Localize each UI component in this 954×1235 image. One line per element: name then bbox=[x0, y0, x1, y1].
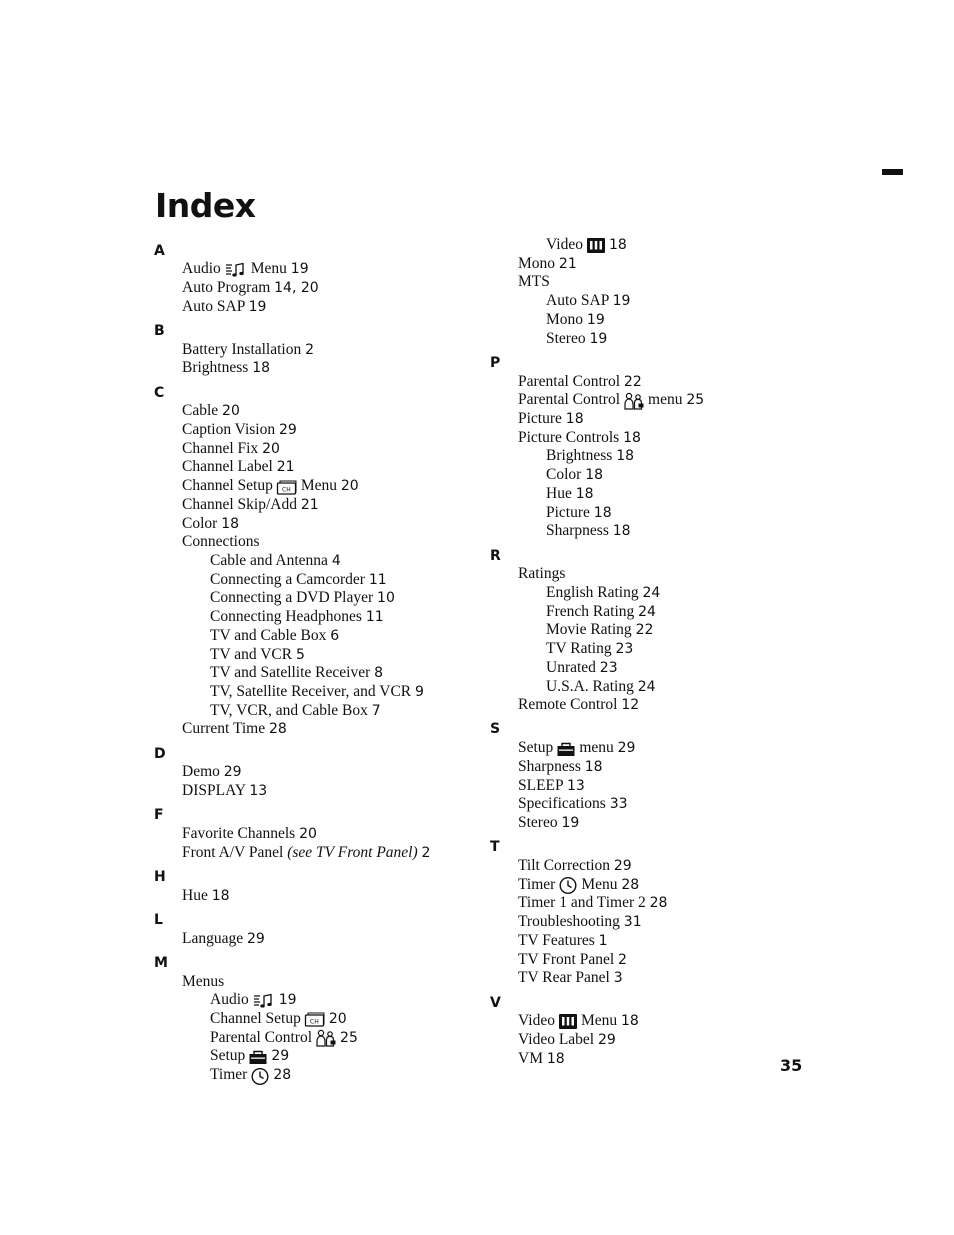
index-subentry: TV and Cable Box 6 bbox=[210, 626, 340, 644]
index-entry: Caption Vision 29 bbox=[182, 420, 297, 438]
timer-clock-icon bbox=[558, 876, 578, 894]
index-subentry: Connecting Headphones 11 bbox=[210, 608, 384, 626]
index-entry-channel-skip: Channel Skip/Add 21 bbox=[182, 495, 319, 513]
index-subentry: Connecting a Camcorder 11 bbox=[210, 570, 387, 588]
index-subentry: Picture 18 bbox=[546, 503, 612, 521]
index-subentry: Movie Rating 22 bbox=[546, 621, 654, 639]
channel-setup-icon bbox=[304, 1011, 326, 1027]
index-subentry: Mono 19 bbox=[546, 310, 605, 328]
index-entry-language: Language 29 bbox=[182, 929, 265, 947]
index-subentry: Unrated 23 bbox=[546, 658, 618, 676]
index-entry-brightness: Brightness 18 bbox=[182, 359, 271, 377]
index-entry-auto-program: Auto Program 14, 20 bbox=[182, 278, 319, 296]
index-subentry: Cable and Antenna 4 bbox=[210, 552, 341, 569]
index-entry-video-label: Video Label 29 bbox=[518, 1030, 616, 1048]
index-subentry-setup: Setup 29 bbox=[210, 1047, 290, 1065]
index-subentry-video: Video 18 bbox=[546, 236, 627, 253]
index-subentry: TV, VCR, and Cable Box 7 bbox=[210, 701, 381, 719]
index-entry-demo: Demo 29 bbox=[182, 763, 242, 781]
letter-heading-l: L bbox=[154, 911, 163, 928]
index-column-right bbox=[490, 236, 820, 1068]
letter-heading-v: V bbox=[490, 994, 501, 1011]
index-entry: TV Rear Panel 3 bbox=[518, 969, 623, 987]
index-entry-mts: MTS bbox=[518, 273, 550, 291]
index-entry-timer-menu: Timer Menu 28 bbox=[518, 875, 640, 893]
letter-heading-m: M bbox=[154, 954, 168, 971]
index-subentry: TV, Satellite Receiver, and VCR 9 bbox=[210, 683, 424, 701]
index-entry-hue: Hue 18 bbox=[182, 886, 230, 904]
index-entry-audio: Audio Menu 19 bbox=[182, 260, 309, 278]
svg-text:CH: CH bbox=[309, 1018, 319, 1026]
letter-heading-s: S bbox=[490, 721, 501, 738]
index-entry-parental-control: Parental Control 22 bbox=[518, 372, 642, 390]
index-entry-setup-menu: Setup menu 29 bbox=[518, 739, 636, 757]
index-entry: Channel Fix 20 bbox=[182, 439, 280, 457]
index-entry: TV Features 1 bbox=[518, 931, 608, 949]
letter-heading-p: P bbox=[490, 354, 501, 371]
setup-toolbox-icon bbox=[556, 741, 576, 757]
index-subentry: English Rating 24 bbox=[546, 583, 661, 601]
index-entry-current-time: Current Time 28 bbox=[182, 720, 287, 738]
channel-setup-icon bbox=[276, 479, 298, 495]
index-entry-vm: VM 18 bbox=[518, 1049, 565, 1067]
index-entry: Stereo 19 bbox=[518, 814, 580, 832]
index-entry: Specifications 33 bbox=[518, 795, 628, 813]
index-subentry-audio: Audio 19 bbox=[210, 991, 297, 1009]
index-entry-display: DISPLAY 13 bbox=[182, 782, 268, 800]
index-subentry: Auto SAP 19 bbox=[546, 292, 631, 310]
index-entry-parental-control-menu: Parental Control menu 25 bbox=[518, 391, 705, 409]
letter-heading-t: T bbox=[490, 839, 500, 856]
letter-heading-f: F bbox=[154, 807, 164, 824]
index-subentry: Connecting a DVD Player 10 bbox=[210, 589, 395, 607]
index-entry-favorite-channels: Favorite Channels 20 bbox=[182, 825, 317, 843]
cross-reference-note: (see TV Front Panel) bbox=[287, 843, 418, 861]
index-entry: TV Front Panel 2 bbox=[518, 950, 627, 968]
letter-heading-a: A bbox=[154, 242, 165, 259]
index-entry-picture: Picture 18 bbox=[518, 409, 584, 427]
index-subentry-channel-setup: Channel Setup CH 20 bbox=[210, 1010, 347, 1028]
letter-heading-h: H bbox=[154, 869, 166, 885]
index-entry: Cable 20 bbox=[182, 402, 240, 420]
index-entry-color: Color 18 bbox=[182, 514, 240, 532]
index-subentry: French Rating 24 bbox=[546, 602, 656, 620]
index-entry-channel-setup: Channel Setup CH Menu 20 bbox=[182, 477, 359, 495]
letter-heading-c: C bbox=[154, 384, 165, 401]
index-subentry: Sharpness 18 bbox=[546, 522, 631, 540]
parental-control-icon bbox=[315, 1029, 337, 1047]
letter-heading-d: D bbox=[154, 745, 166, 762]
index-entry-mono: Mono 21 bbox=[518, 254, 577, 272]
index-entry-connections: Connections bbox=[182, 533, 260, 551]
index-entry-ratings: Ratings bbox=[518, 565, 566, 583]
index-entry: Timer 1 and Timer 2 28 bbox=[518, 894, 668, 912]
index-entry-picture-controls: Picture Controls 18 bbox=[518, 428, 641, 446]
index-entry-front-av-panel: Front A/V Panel (see TV Front Panel) 2 bbox=[182, 843, 431, 861]
svg-text:CH: CH bbox=[281, 486, 291, 494]
index-subentry: Stereo 19 bbox=[546, 329, 608, 347]
page-number: 35 bbox=[780, 1056, 803, 1075]
parental-control-icon bbox=[623, 392, 645, 410]
index-entry: Troubleshooting 31 bbox=[518, 913, 642, 931]
index-entry-auto-sap: Auto SAP 19 bbox=[182, 297, 267, 315]
index-subentry: Color 18 bbox=[546, 466, 604, 484]
index-entry-remote-control: Remote Control 12 bbox=[518, 696, 640, 714]
index-entry-battery: Battery Installation 2 bbox=[182, 340, 315, 358]
video-menu-icon bbox=[586, 237, 606, 254]
letter-heading-b: B bbox=[154, 322, 165, 339]
corner-tab-mark bbox=[882, 169, 903, 175]
index-entry-tilt-correction: Tilt Correction 29 bbox=[518, 857, 632, 874]
index-entry-video-menu: Video Menu 18 bbox=[518, 1012, 639, 1030]
index-subentry: Hue 18 bbox=[546, 484, 594, 502]
index-entry: Sharpness 18 bbox=[518, 757, 603, 775]
timer-clock-icon bbox=[250, 1067, 270, 1085]
index-subentry: TV Rating 23 bbox=[546, 640, 634, 658]
setup-toolbox-icon bbox=[248, 1049, 268, 1065]
index-entry: SLEEP 13 bbox=[518, 776, 585, 794]
index-subentry: TV and Satellite Receiver 8 bbox=[210, 664, 384, 682]
video-menu-icon bbox=[558, 1013, 578, 1030]
index-column-left bbox=[154, 236, 484, 1085]
letter-heading-r: R bbox=[490, 547, 501, 564]
index-subentry-timer: Timer 28 bbox=[210, 1066, 292, 1084]
index-subentry: Brightness 18 bbox=[546, 447, 635, 465]
audio-menu-icon bbox=[252, 993, 276, 1009]
index-subentry: U.S.A. Rating 24 bbox=[546, 677, 656, 695]
audio-menu-icon bbox=[224, 262, 248, 278]
index-subentry: TV and VCR 5 bbox=[210, 645, 305, 663]
index-entry-menus: Menus bbox=[182, 972, 225, 990]
page-title: Index bbox=[155, 186, 256, 225]
index-subentry-parental-control: Parental Control 25 bbox=[210, 1028, 358, 1046]
index-entry: Channel Label 21 bbox=[182, 458, 295, 476]
